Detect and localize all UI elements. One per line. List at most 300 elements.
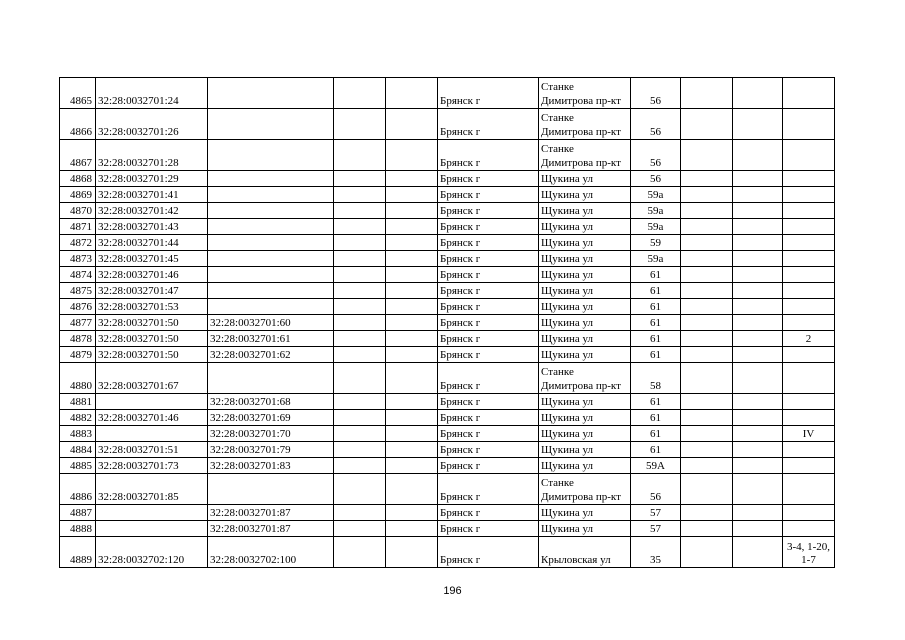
city-cell: Брянск г <box>438 474 539 505</box>
house-number-cell: 61 <box>631 347 681 363</box>
row-number-cell: 4871 <box>60 219 96 235</box>
empty-cell <box>334 299 386 315</box>
empty-cell <box>334 109 386 140</box>
cadastral-number-2-cell <box>208 299 334 315</box>
empty-cell <box>334 171 386 187</box>
street-cell: Щукина ул <box>539 235 631 251</box>
empty-cell <box>681 171 733 187</box>
empty-cell <box>733 426 783 442</box>
empty-cell <box>386 474 438 505</box>
house-number-cell: 59 <box>631 235 681 251</box>
city-cell: Брянск г <box>438 537 539 568</box>
cadastral-number-2-cell: 32:28:0032701:87 <box>208 505 334 521</box>
extra-cell <box>783 363 835 394</box>
row-number-cell: 4866 <box>60 109 96 140</box>
extra-cell <box>783 442 835 458</box>
empty-cell <box>386 458 438 474</box>
row-number-cell: 4870 <box>60 203 96 219</box>
empty-cell <box>733 78 783 109</box>
cadastral-number-2-cell <box>208 474 334 505</box>
street-cell: Щукина ул <box>539 442 631 458</box>
table-row <box>60 78 835 109</box>
empty-cell <box>334 219 386 235</box>
city-cell: Брянск г <box>438 299 539 315</box>
city-cell: Брянск г <box>438 171 539 187</box>
empty-cell <box>733 410 783 426</box>
empty-cell <box>334 78 386 109</box>
cadastral-number-2-cell <box>208 171 334 187</box>
city-cell: Брянск г <box>438 187 539 203</box>
cadastral-number-2-cell <box>208 140 334 171</box>
extra-cell <box>783 283 835 299</box>
street-cell: Станке Димитрова пр-кт <box>539 109 631 140</box>
extra-cell <box>783 235 835 251</box>
empty-cell <box>386 505 438 521</box>
house-number-cell: 61 <box>631 331 681 347</box>
city-cell: Брянск г <box>438 219 539 235</box>
row-number-cell: 4873 <box>60 251 96 267</box>
row-number-cell: 4884 <box>60 442 96 458</box>
empty-cell <box>733 283 783 299</box>
empty-cell <box>334 394 386 410</box>
empty-cell <box>386 331 438 347</box>
table-row <box>60 347 835 363</box>
street-cell: Щукина ул <box>539 251 631 267</box>
row-number-cell: 4881 <box>60 394 96 410</box>
empty-cell <box>681 283 733 299</box>
extra-cell <box>783 187 835 203</box>
table-row <box>60 505 835 521</box>
cadastral-number-cell: 32:28:0032701:46 <box>96 410 208 426</box>
empty-cell <box>334 363 386 394</box>
empty-cell <box>733 235 783 251</box>
city-cell: Брянск г <box>438 315 539 331</box>
cadastral-number-2-cell: 32:28:0032701:62 <box>208 347 334 363</box>
cadastral-number-2-cell <box>208 109 334 140</box>
street-cell: Щукина ул <box>539 331 631 347</box>
table-row <box>60 235 835 251</box>
house-number-cell: 61 <box>631 426 681 442</box>
house-number-cell: 59А <box>631 458 681 474</box>
empty-cell <box>733 394 783 410</box>
cadastral-number-cell: 32:28:0032701:26 <box>96 109 208 140</box>
address-table <box>59 77 835 568</box>
cadastral-number-2-cell <box>208 219 334 235</box>
city-cell: Брянск г <box>438 78 539 109</box>
cadastral-number-cell: 32:28:0032701:29 <box>96 171 208 187</box>
empty-cell <box>733 251 783 267</box>
street-cell: Щукина ул <box>539 521 631 537</box>
empty-cell <box>386 442 438 458</box>
empty-cell <box>334 474 386 505</box>
empty-cell <box>334 251 386 267</box>
city-cell: Брянск г <box>438 140 539 171</box>
empty-cell <box>681 78 733 109</box>
empty-cell <box>386 283 438 299</box>
cadastral-number-cell: 32:28:0032701:50 <box>96 331 208 347</box>
empty-cell <box>386 187 438 203</box>
city-cell: Брянск г <box>438 331 539 347</box>
empty-cell <box>733 363 783 394</box>
street-cell: Щукина ул <box>539 505 631 521</box>
city-cell: Брянск г <box>438 109 539 140</box>
extra-cell <box>783 347 835 363</box>
street-cell: Щукина ул <box>539 394 631 410</box>
empty-cell <box>386 394 438 410</box>
empty-cell <box>386 251 438 267</box>
empty-cell <box>386 235 438 251</box>
table-row <box>60 187 835 203</box>
street-cell: Щукина ул <box>539 267 631 283</box>
empty-cell <box>386 410 438 426</box>
empty-cell <box>681 219 733 235</box>
empty-cell <box>334 426 386 442</box>
city-cell: Брянск г <box>438 235 539 251</box>
table-row <box>60 171 835 187</box>
extra-cell <box>783 78 835 109</box>
table-row <box>60 394 835 410</box>
house-number-cell: 61 <box>631 299 681 315</box>
cadastral-number-2-cell: 32:28:0032701:61 <box>208 331 334 347</box>
empty-cell <box>733 299 783 315</box>
house-number-cell: 56 <box>631 140 681 171</box>
empty-cell <box>733 331 783 347</box>
empty-cell <box>681 140 733 171</box>
cadastral-number-cell <box>96 521 208 537</box>
house-number-cell: 56 <box>631 78 681 109</box>
row-number-cell: 4878 <box>60 331 96 347</box>
empty-cell <box>681 251 733 267</box>
empty-cell <box>386 171 438 187</box>
empty-cell <box>681 537 733 568</box>
house-number-cell: 59а <box>631 203 681 219</box>
empty-cell <box>334 235 386 251</box>
empty-cell <box>681 426 733 442</box>
empty-cell <box>386 299 438 315</box>
street-cell: Щукина ул <box>539 171 631 187</box>
cadastral-number-cell: 32:28:0032701:50 <box>96 315 208 331</box>
extra-cell <box>783 251 835 267</box>
extra-cell <box>783 171 835 187</box>
empty-cell <box>733 315 783 331</box>
street-cell: Щукина ул <box>539 299 631 315</box>
house-number-cell: 61 <box>631 410 681 426</box>
empty-cell <box>733 458 783 474</box>
street-cell: Станке Димитрова пр-кт <box>539 474 631 505</box>
extra-cell <box>783 521 835 537</box>
street-cell: Щукина ул <box>539 203 631 219</box>
cadastral-number-cell: 32:28:0032701:44 <box>96 235 208 251</box>
empty-cell <box>334 505 386 521</box>
empty-cell <box>733 505 783 521</box>
cadastral-number-cell: 32:28:0032701:50 <box>96 347 208 363</box>
empty-cell <box>733 219 783 235</box>
cadastral-number-2-cell: 32:28:0032701:69 <box>208 410 334 426</box>
extra-cell: IV <box>783 426 835 442</box>
cadastral-number-cell: 32:28:0032701:41 <box>96 187 208 203</box>
empty-cell <box>681 442 733 458</box>
empty-cell <box>386 203 438 219</box>
house-number-cell: 35 <box>631 537 681 568</box>
empty-cell <box>681 187 733 203</box>
empty-cell <box>733 267 783 283</box>
street-cell: Щукина ул <box>539 458 631 474</box>
cadastral-number-2-cell: 32:28:0032701:70 <box>208 426 334 442</box>
empty-cell <box>334 140 386 171</box>
cadastral-number-2-cell <box>208 283 334 299</box>
cadastral-number-2-cell <box>208 78 334 109</box>
city-cell: Брянск г <box>438 410 539 426</box>
row-number-cell: 4885 <box>60 458 96 474</box>
empty-cell <box>681 474 733 505</box>
cadastral-number-2-cell <box>208 363 334 394</box>
cadastral-number-cell: 32:28:0032701:24 <box>96 78 208 109</box>
empty-cell <box>334 267 386 283</box>
cadastral-number-cell <box>96 505 208 521</box>
table-row <box>60 109 835 140</box>
table-row <box>60 203 835 219</box>
table-row <box>60 140 835 171</box>
empty-cell <box>681 267 733 283</box>
street-cell: Щукина ул <box>539 315 631 331</box>
extra-cell <box>783 394 835 410</box>
house-number-cell: 61 <box>631 267 681 283</box>
house-number-cell: 56 <box>631 474 681 505</box>
empty-cell <box>386 140 438 171</box>
house-number-cell: 56 <box>631 109 681 140</box>
extra-cell: 3-4, 1-20, 1-7 <box>783 537 835 568</box>
page-number: 196 <box>443 585 462 597</box>
extra-cell <box>783 109 835 140</box>
empty-cell <box>733 442 783 458</box>
row-number-cell: 4865 <box>60 78 96 109</box>
table-row <box>60 474 835 505</box>
empty-cell <box>334 203 386 219</box>
street-cell: Станке Димитрова пр-кт <box>539 140 631 171</box>
street-cell: Щукина ул <box>539 283 631 299</box>
cadastral-number-2-cell <box>208 251 334 267</box>
extra-cell <box>783 219 835 235</box>
cadastral-number-cell: 32:28:0032701:51 <box>96 442 208 458</box>
cadastral-number-cell: 32:28:0032702:120 <box>96 537 208 568</box>
row-number-cell: 4877 <box>60 315 96 331</box>
empty-cell <box>681 394 733 410</box>
empty-cell <box>733 537 783 568</box>
cadastral-number-2-cell: 32:28:0032701:87 <box>208 521 334 537</box>
empty-cell <box>386 426 438 442</box>
extra-cell: 2 <box>783 331 835 347</box>
row-number-cell: 4869 <box>60 187 96 203</box>
city-cell: Брянск г <box>438 203 539 219</box>
cadastral-number-2-cell: 32:28:0032702:100 <box>208 537 334 568</box>
empty-cell <box>386 521 438 537</box>
empty-cell <box>386 347 438 363</box>
table-row <box>60 458 835 474</box>
table-row <box>60 283 835 299</box>
empty-cell <box>386 315 438 331</box>
cadastral-number-cell: 32:28:0032701:53 <box>96 299 208 315</box>
empty-cell <box>681 315 733 331</box>
empty-cell <box>733 140 783 171</box>
empty-cell <box>386 267 438 283</box>
empty-cell <box>681 235 733 251</box>
cadastral-number-cell: 32:28:0032701:47 <box>96 283 208 299</box>
table-row <box>60 442 835 458</box>
house-number-cell: 61 <box>631 394 681 410</box>
table-row <box>60 267 835 283</box>
extra-cell <box>783 458 835 474</box>
empty-cell <box>733 203 783 219</box>
empty-cell <box>733 109 783 140</box>
empty-cell <box>681 109 733 140</box>
house-number-cell: 56 <box>631 171 681 187</box>
row-number-cell: 4867 <box>60 140 96 171</box>
house-number-cell: 57 <box>631 505 681 521</box>
street-cell: Станке Димитрова пр-кт <box>539 363 631 394</box>
row-number-cell: 4882 <box>60 410 96 426</box>
row-number-cell: 4887 <box>60 505 96 521</box>
cadastral-number-2-cell <box>208 203 334 219</box>
city-cell: Брянск г <box>438 521 539 537</box>
empty-cell <box>334 347 386 363</box>
cadastral-number-cell: 32:28:0032701:42 <box>96 203 208 219</box>
street-cell: Крыловская ул <box>539 537 631 568</box>
table-row <box>60 426 835 442</box>
extra-cell <box>783 140 835 171</box>
empty-cell <box>386 537 438 568</box>
row-number-cell: 4872 <box>60 235 96 251</box>
empty-cell <box>386 109 438 140</box>
empty-cell <box>681 410 733 426</box>
empty-cell <box>681 505 733 521</box>
row-number-cell: 4876 <box>60 299 96 315</box>
cadastral-number-2-cell <box>208 187 334 203</box>
street-cell: Станке Димитрова пр-кт <box>539 78 631 109</box>
city-cell: Брянск г <box>438 442 539 458</box>
empty-cell <box>733 347 783 363</box>
house-number-cell: 61 <box>631 442 681 458</box>
house-number-cell: 57 <box>631 521 681 537</box>
empty-cell <box>681 363 733 394</box>
city-cell: Брянск г <box>438 267 539 283</box>
empty-cell <box>334 458 386 474</box>
city-cell: Брянск г <box>438 347 539 363</box>
empty-cell <box>681 203 733 219</box>
row-number-cell: 4883 <box>60 426 96 442</box>
empty-cell <box>386 78 438 109</box>
empty-cell <box>334 521 386 537</box>
row-number-cell: 4879 <box>60 347 96 363</box>
empty-cell <box>334 187 386 203</box>
cadastral-number-2-cell: 32:28:0032701:79 <box>208 442 334 458</box>
city-cell: Брянск г <box>438 458 539 474</box>
row-number-cell: 4875 <box>60 283 96 299</box>
empty-cell <box>733 187 783 203</box>
city-cell: Брянск г <box>438 394 539 410</box>
cadastral-number-cell: 32:28:0032701:46 <box>96 267 208 283</box>
city-cell: Брянск г <box>438 426 539 442</box>
table-row <box>60 299 835 315</box>
empty-cell <box>681 331 733 347</box>
house-number-cell: 61 <box>631 283 681 299</box>
table-row <box>60 521 835 537</box>
cadastral-number-cell <box>96 394 208 410</box>
row-number-cell: 4874 <box>60 267 96 283</box>
street-cell: Щукина ул <box>539 426 631 442</box>
table-row <box>60 251 835 267</box>
empty-cell <box>733 474 783 505</box>
street-cell: Щукина ул <box>539 187 631 203</box>
extra-cell <box>783 299 835 315</box>
row-number-cell: 4889 <box>60 537 96 568</box>
cadastral-number-2-cell <box>208 267 334 283</box>
house-number-cell: 58 <box>631 363 681 394</box>
cadastral-number-cell: 32:28:0032701:73 <box>96 458 208 474</box>
house-number-cell: 59а <box>631 251 681 267</box>
empty-cell <box>681 521 733 537</box>
cadastral-number-2-cell: 32:28:0032701:83 <box>208 458 334 474</box>
extra-cell <box>783 267 835 283</box>
cadastral-number-2-cell: 32:28:0032701:60 <box>208 315 334 331</box>
house-number-cell: 59а <box>631 219 681 235</box>
empty-cell <box>386 219 438 235</box>
city-cell: Брянск г <box>438 363 539 394</box>
extra-cell <box>783 410 835 426</box>
cadastral-number-cell: 32:28:0032701:43 <box>96 219 208 235</box>
street-cell: Щукина ул <box>539 410 631 426</box>
cadastral-number-cell: 32:28:0032701:45 <box>96 251 208 267</box>
table-row <box>60 315 835 331</box>
cadastral-number-cell: 32:28:0032701:85 <box>96 474 208 505</box>
empty-cell <box>681 458 733 474</box>
cadastral-number-2-cell <box>208 235 334 251</box>
row-number-cell: 4886 <box>60 474 96 505</box>
extra-cell <box>783 474 835 505</box>
extra-cell <box>783 315 835 331</box>
empty-cell <box>386 363 438 394</box>
table-row <box>60 537 835 568</box>
extra-cell <box>783 203 835 219</box>
cadastral-number-cell: 32:28:0032701:67 <box>96 363 208 394</box>
house-number-cell: 59а <box>631 187 681 203</box>
empty-cell <box>681 299 733 315</box>
street-cell: Щукина ул <box>539 219 631 235</box>
table-row <box>60 331 835 347</box>
empty-cell <box>733 521 783 537</box>
cadastral-number-cell <box>96 426 208 442</box>
empty-cell <box>334 537 386 568</box>
table-row <box>60 219 835 235</box>
table-row <box>60 410 835 426</box>
extra-cell <box>783 505 835 521</box>
row-number-cell: 4888 <box>60 521 96 537</box>
empty-cell <box>334 283 386 299</box>
house-number-cell: 61 <box>631 315 681 331</box>
empty-cell <box>681 347 733 363</box>
row-number-cell: 4868 <box>60 171 96 187</box>
table-row <box>60 363 835 394</box>
city-cell: Брянск г <box>438 505 539 521</box>
city-cell: Брянск г <box>438 251 539 267</box>
city-cell: Брянск г <box>438 283 539 299</box>
empty-cell <box>334 442 386 458</box>
empty-cell <box>334 331 386 347</box>
row-number-cell: 4880 <box>60 363 96 394</box>
cadastral-number-2-cell: 32:28:0032701:68 <box>208 394 334 410</box>
empty-cell <box>334 410 386 426</box>
cadastral-number-cell: 32:28:0032701:28 <box>96 140 208 171</box>
street-cell: Щукина ул <box>539 347 631 363</box>
